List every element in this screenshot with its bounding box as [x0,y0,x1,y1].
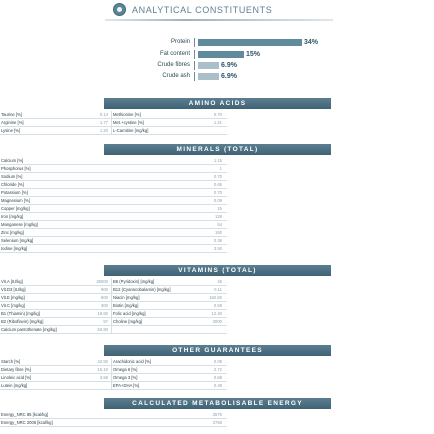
row-value: 0.70 [213,112,222,117]
constituent-bar [198,73,219,80]
section-header-amino-acids [104,98,331,109]
row-label: Omega 6 [%] [113,367,138,372]
constituent-axis [194,72,195,81]
row-label: Vit.E [mg/kg] [1,295,25,300]
row-label: Lysine [%] [1,128,21,133]
column-divider [111,127,112,134]
row-label: Arachidonic acid [%] [113,359,151,364]
constituent-row [110,38,330,47]
constituent-value: 34% [304,39,319,46]
table-row [0,119,227,127]
constituent-value: 15% [246,51,261,58]
section-header-other-guarantees [104,345,331,356]
row-label: Niacin [mg/kg] [113,295,140,300]
section-header-metabolisable-energy [104,398,331,409]
table-row [0,237,227,245]
row-label: Choline [mg/kg] [113,319,143,324]
row-label: L-Carnitine [mg/kg] [113,128,149,133]
table-row [0,326,227,334]
section-title: VITAMINS (TOTAL) [178,267,257,274]
row-label: Met.+cystine [%] [113,120,144,125]
constituent-label: Fat content [159,51,190,57]
row-label: Phosphorus [%] [1,166,31,171]
constituent-axis [194,38,195,47]
row-label: Calcium [%] [1,158,24,163]
table-row [0,302,227,310]
constituent-label: Protein [170,39,190,45]
row-label: Energy_NRC 2006 [kcal/kg] [1,420,53,425]
row-label: B6 (Pyridoxin) [mg/kg] [113,279,155,284]
table-row [0,173,227,181]
table-row [0,165,227,173]
constituent-row [110,50,330,59]
constituent-row [110,61,330,70]
row-label: Energy_NRC 85 [kcal/kg] [1,412,49,417]
table-row [0,286,227,294]
row-value: 57 [103,319,108,324]
row-value: 45 [217,279,222,284]
row-value: 54 [217,222,222,227]
table-row [0,318,227,326]
row-value: 0.08 [213,359,222,364]
row-label: Taurine [%] [1,112,22,117]
constituent-bar [198,51,244,58]
row-label: Biotin [mg/kg] [113,303,139,308]
column-divider [111,382,112,389]
row-value: 12.40 [211,311,222,316]
column-divider [111,326,112,333]
row-value: 0.09 [213,198,222,203]
row-value: 150 [215,230,222,235]
row-value: 3.56 [99,375,108,380]
section-header [105,2,333,22]
row-value: 15.10 [97,367,108,372]
constituent-bar [198,39,302,46]
table-row [0,411,227,419]
row-value: 1.20 [99,128,108,133]
column-divider [111,302,112,309]
row-value: 0.11 [214,287,222,292]
row-label: Manganese [mg/kg] [1,222,38,227]
row-value: 182.60 [209,295,222,300]
row-value: 128 [215,214,222,219]
row-value: 0.59 [213,303,222,308]
row-value: 900 [101,287,108,292]
row-label: Omega 3 [%] [113,375,138,380]
row-value: 16.60 [97,311,108,316]
column-divider [111,294,112,301]
row-value: 22.50 [97,359,108,364]
table-row [0,221,227,229]
table-row [0,419,227,427]
column-divider [111,310,112,317]
column-divider [111,374,112,381]
row-value: 3575 [212,412,222,417]
row-value: 1.21 [213,120,222,125]
row-label: Copper [mg/kg] [1,206,30,211]
row-value: 3756 [212,420,222,425]
section-title: CALCULATED METABOLISABLE ENERGY [132,400,303,407]
row-value: 0.65 [213,182,222,187]
column-divider [111,111,112,118]
row-value: 0.70 [213,174,222,179]
table-row [0,197,227,205]
row-label: Linoleic acid [%] [1,375,32,380]
row-value: 3000 [212,319,222,324]
table-row [0,382,227,390]
row-value: 600 [101,295,108,300]
row-value: 3.50 [213,246,222,251]
row-label: Magnesium [%] [1,198,30,203]
row-value: 0.36 [213,238,222,243]
table-row [0,310,227,318]
table-row [0,229,227,237]
table-row [0,181,227,189]
table-row [0,374,227,382]
table-row [0,111,227,119]
constituent-value: 6.9% [221,73,237,80]
section-title: AMINO ACIDS [188,100,247,107]
constituent-label: Crude ash [162,73,190,79]
row-label: Selenium [mg/kg] [1,238,34,243]
constituent-axis [194,50,195,59]
column-divider [111,318,112,325]
row-label: Iron [mg/kg] [1,214,24,219]
constituent-label: Crude fibres [157,62,190,68]
column-divider [111,366,112,373]
column-divider [111,278,112,285]
row-value: 1.15 [213,158,222,163]
section-header-vitamins [104,265,331,276]
table-row [0,213,227,221]
section-title: MINERALS (TOTAL) [176,146,259,153]
row-value: 0.68 [213,375,222,380]
row-label: Iodine [mg/kg] [1,246,28,251]
page-title: ANALYTICAL CONSTITUENTS [132,5,273,15]
table-row [0,366,227,374]
row-label: Methionine [%] [113,112,141,117]
row-label: Arginine [%] [1,120,24,125]
row-label: Chloride [%] [1,182,24,187]
row-label: Folic acid [mg/kg] [113,311,146,316]
row-label: B12 (Cyanocobalamin) [mg/kg] [113,287,171,292]
table-row [0,189,227,197]
constituent-bar [198,62,219,69]
row-label: Zinc [mg/kg] [1,230,24,235]
column-divider [111,358,112,365]
column-divider [111,119,112,126]
row-value: 2.72 [213,367,222,372]
table-row [0,358,227,366]
row-value: 0.49 [213,383,222,388]
table-row [0,205,227,213]
column-divider [111,286,112,293]
row-label: Vit.D3 [IU/kg] [1,287,26,292]
row-value: 26000 [96,279,108,284]
row-label: Dietary fibre [%] [1,367,31,372]
section-title: OTHER GUARANTEES [172,347,263,354]
row-label: B2 (Riboflavin) [mg/kg] [1,319,44,324]
row-label: Lutein [mg/kg] [1,383,28,388]
row-value: 1 [219,166,222,171]
row-value: 63.80 [97,327,108,332]
table-row [0,278,227,286]
row-value: 1.77 [99,120,108,125]
row-value: 15 [217,206,222,211]
table-row [0,294,227,302]
row-value: 0.14 [99,112,108,117]
row-label: Sodium [%] [1,174,23,179]
table-row [0,245,227,253]
row-label: Vit.C [mg/kg] [1,303,25,308]
constituent-axis [194,61,195,70]
section-header-minerals [104,144,331,155]
row-label: Calcium pantothenate [mg/kg] [1,327,57,332]
constituent-row [110,72,330,81]
leaf-circle-icon [113,3,126,16]
row-value: 0.70 [213,190,222,195]
row-label: B1 (Thiamin) [mg/kg] [1,311,40,316]
table-row [0,127,227,135]
row-label: EPA+DHA [%] [113,383,140,388]
row-value: 300 [101,303,108,308]
table-row [0,157,227,165]
row-label: Vit.A [IU/kg] [1,279,23,284]
row-label: Starch [%] [1,359,21,364]
constituent-value: 6.9% [221,62,237,69]
header-divider [105,19,333,21]
row-label: Potassium [%] [1,190,28,195]
